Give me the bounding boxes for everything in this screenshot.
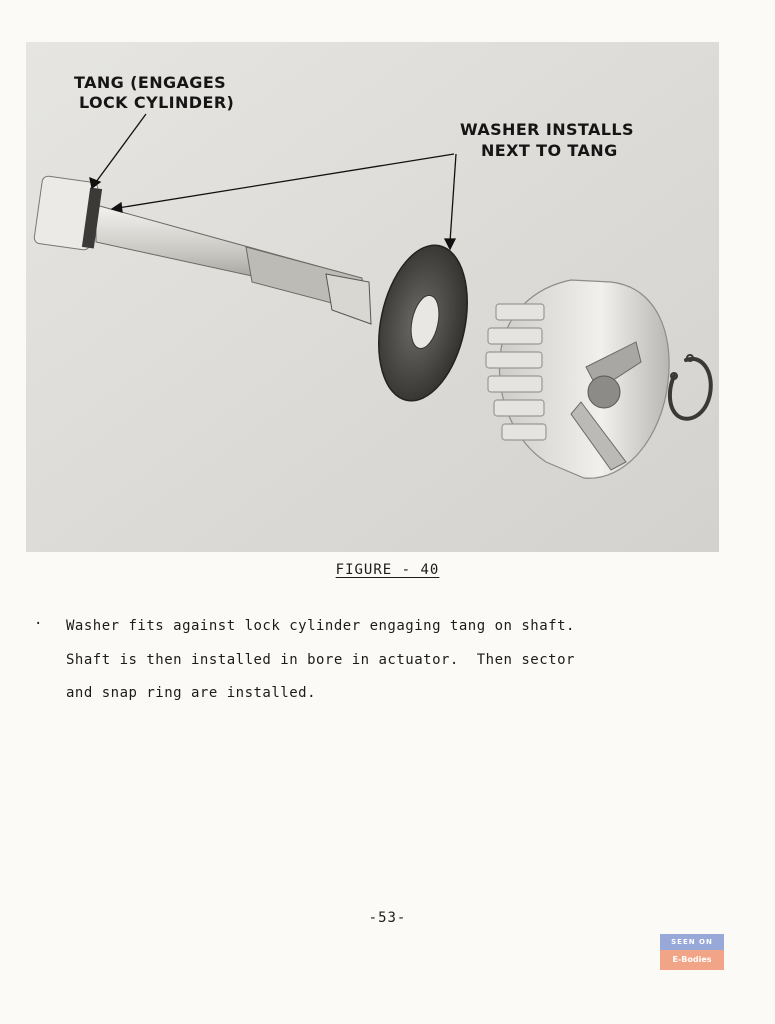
stamp-top-text: SEEN ON — [660, 934, 724, 950]
washer-callout-line2: NEXT TO TANG — [481, 141, 618, 160]
figure-photo — [26, 42, 719, 552]
body-line: Washer fits against lock cylinder engaging tang on shaft. — [66, 618, 575, 634]
body-line: Shaft is then installed in bore in actuator. Then sector — [66, 651, 575, 668]
figure-caption — [0, 562, 775, 578]
page-number: -53- — [368, 910, 407, 926]
tang-callout-line2: LOCK CYLINDER) — [79, 93, 235, 112]
washer-callout-line1: WASHER INSTALLS — [460, 120, 634, 139]
figure-caption-text: FIGURE - 40 — [335, 562, 440, 578]
parts-illustration — [26, 42, 719, 552]
stamp-bottom-text: E-Bodies — [660, 950, 724, 970]
tang-callout-line1: TANG (ENGAGES — [74, 73, 227, 92]
body-paragraph — [66, 610, 706, 711]
bullet-marker: . — [34, 612, 43, 628]
watermark-stamp — [660, 934, 724, 974]
body-line: and snap ring are installed. — [66, 685, 317, 701]
